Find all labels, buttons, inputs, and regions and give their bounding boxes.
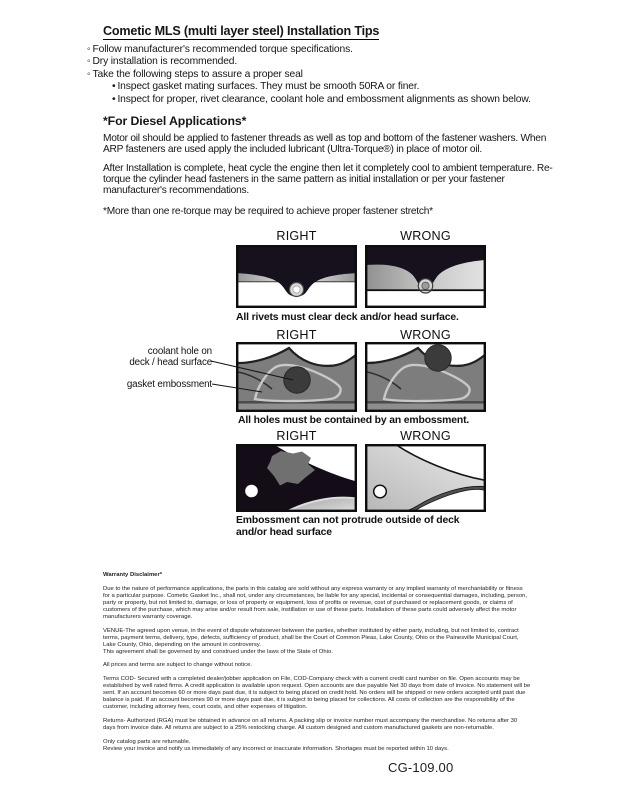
warranty-disclaimer [103, 572, 531, 759]
wrong-label-row1: WRONG [400, 229, 451, 243]
diesel-applications-heading: *For Diesel Applications* [103, 114, 247, 128]
disclaimer-paragraph: All prices and terms are subject to change without notice. [103, 662, 252, 669]
caption-row3: Embossment can not protrude outside of deck and/or head surface [236, 515, 460, 538]
protrusion-right-figure [236, 444, 357, 512]
tip-text: Inspect gasket mating surfaces. They must be smooth 50RA or finer. [117, 81, 420, 93]
circle-bullet-icon: ◦ [87, 68, 91, 80]
circle-bullet-icon: ◦ [87, 56, 91, 68]
annotation-line: coolant hole on [147, 346, 212, 357]
page-code: CG-109.00 [388, 760, 454, 775]
diesel-paragraph-2: After Installation is complete, heat cycle the engine then let it completely cool to ambient temperature. Re-torque the cylinder head fasteners in the same pattern as initial installation or per your fastener manufacturer's recommendations. [103, 163, 553, 197]
rivet-right-figure [236, 245, 357, 308]
tip-text: Take the following steps to assure a proper seal [92, 68, 303, 80]
tip-text: Inspect for proper, rivet clearance, coolant hole and embossment alignments as shown below. [117, 93, 531, 105]
diagram-protrusion-wrong [365, 444, 486, 512]
diagram-protrusion-right [236, 444, 357, 512]
annotation-leader-lines [205, 352, 305, 397]
annotation-coolant-hole [94, 346, 212, 368]
tip-item [87, 44, 531, 56]
disclaimer-governing-law: This agreement shall be governed by and construed under the laws of the State of Ohio. [103, 648, 333, 655]
dot-bullet-icon: • [112, 93, 116, 105]
disclaimer-paragraph [103, 739, 531, 753]
rivet-wrong-figure [365, 245, 486, 308]
wrong-label-row2: WRONG [400, 328, 451, 342]
circle-bullet-icon: ◦ [87, 44, 91, 55]
tip-sub-item [112, 81, 531, 93]
disclaimer-paragraph: Terms COD- Secured with a completed dealer/jobber application on File, COD-Company check with a current credit card number on file. Open accounts may be established by well rated firms. A credit application is available upon request. Open accounts are due payable Net 30 days from date of invoice. No statement will be sent. If an account becomes 60 or more days past due, it is subject to being placed on credit hold. No orders will be shipped or new orders accepted until past due balance is paid. If an account becomes 90 or more days past due, it is subject to being placed for collections. All costs of collection are the responsibility of the customer, including attorney fees, court costs, and other expenses of litigation. [103, 676, 531, 711]
tip-text: Follow manufacturer's recommended torque specifications. [92, 44, 353, 55]
annotation-line: deck / head surface [129, 357, 212, 368]
protrusion-wrong-figure [365, 444, 486, 512]
right-label-row1: RIGHT [276, 229, 317, 243]
coolant-hole-icon [425, 345, 451, 371]
diesel-paragraph-1: Motor oil should be applied to fastener threads as well as top and bottom of the fastener washers. When ARP fasteners are used apply the included lubricant (Ultra-Torque®) in place of motor oil. [103, 133, 547, 156]
disclaimer-paragraph: Returns- Authorized (RGA) must be obtained in advance on all returns. A packing slip or invoice number must accompany the merchandise. No returns after 30 days from invoice date. All returns are subject to a 25% restocking charge. All custom designed and custom manufactured gaskets are non-returnable. [103, 718, 518, 732]
diagram-embossment-wrong [365, 342, 486, 412]
annotation-gasket-embossment: gasket embossment [126, 379, 212, 390]
page-title: Cometic MLS (multi layer steel) Installation Tips [103, 24, 380, 38]
disclaimer-paragraph: Due to the nature of performance applications, the parts in this catalog are sold without any express warranty or any implied warranty of merchantability or fitness for a particular purpose. Cometic Gasket Inc., shall not, under any circumstances, be liable for any special, incidental or consequential damages, including, person, party or property, but not limited to, damage, or loss of property or equipment, loss of profits or revenue, cost of purchased or replacement goods, or claims of customers of the purchase, which may arise and/or result from sale, instillation or use of these parts. Installation of these parts could adversely affect the motor manufacturers warranty coverage. [103, 585, 528, 620]
disclaimer-heading: Warranty Disclaimer* [103, 572, 163, 578]
tip-item [87, 56, 531, 68]
tips-list [87, 44, 531, 106]
tip-item [87, 69, 531, 81]
right-label-row3: RIGHT [276, 429, 317, 443]
wrong-label-row3: WRONG [400, 429, 451, 443]
diagram-rivet-wrong [365, 245, 486, 308]
tip-text: Dry installation is recommended. [92, 56, 238, 68]
right-label-row2: RIGHT [276, 328, 317, 342]
retorque-note: *More than one re-torque may be required to achieve proper fastener stretch* [103, 206, 433, 217]
disclaimer-review-invoice: Review your invoice and notify us immediately of any incorrect or inaccurate information. Shortages must be reported within 10 days. [103, 745, 449, 752]
disclaimer-paragraph [103, 628, 531, 656]
dot-bullet-icon: • [112, 81, 116, 93]
caption-row2: All holes must be contained by an embossment. [238, 415, 470, 426]
disclaimer-returnable: Only catalog parts are returnable. [103, 738, 191, 745]
disclaimer-venue: VENUE-The agreed upon venue, in the event of dispute whatsoever between the parties, whether instituted by either party, including, but not limited to, contract terms, payment terms, delivery, type, defects, sufficiency of product, shall be the Court of Common Pleas, Lake County, Ohio or the Painesville Municipal Court, Lake County, Ohio, depending on the amount in controversy. [103, 627, 519, 648]
bolt-hole-icon [374, 485, 387, 498]
caption-row1: All rivets must clear deck and/or head surface. [236, 312, 459, 323]
embossment-wrong-figure [365, 342, 486, 412]
bolt-hole-icon [245, 485, 258, 498]
diagram-rivet-right [236, 245, 357, 308]
tip-sub-item [112, 94, 531, 106]
